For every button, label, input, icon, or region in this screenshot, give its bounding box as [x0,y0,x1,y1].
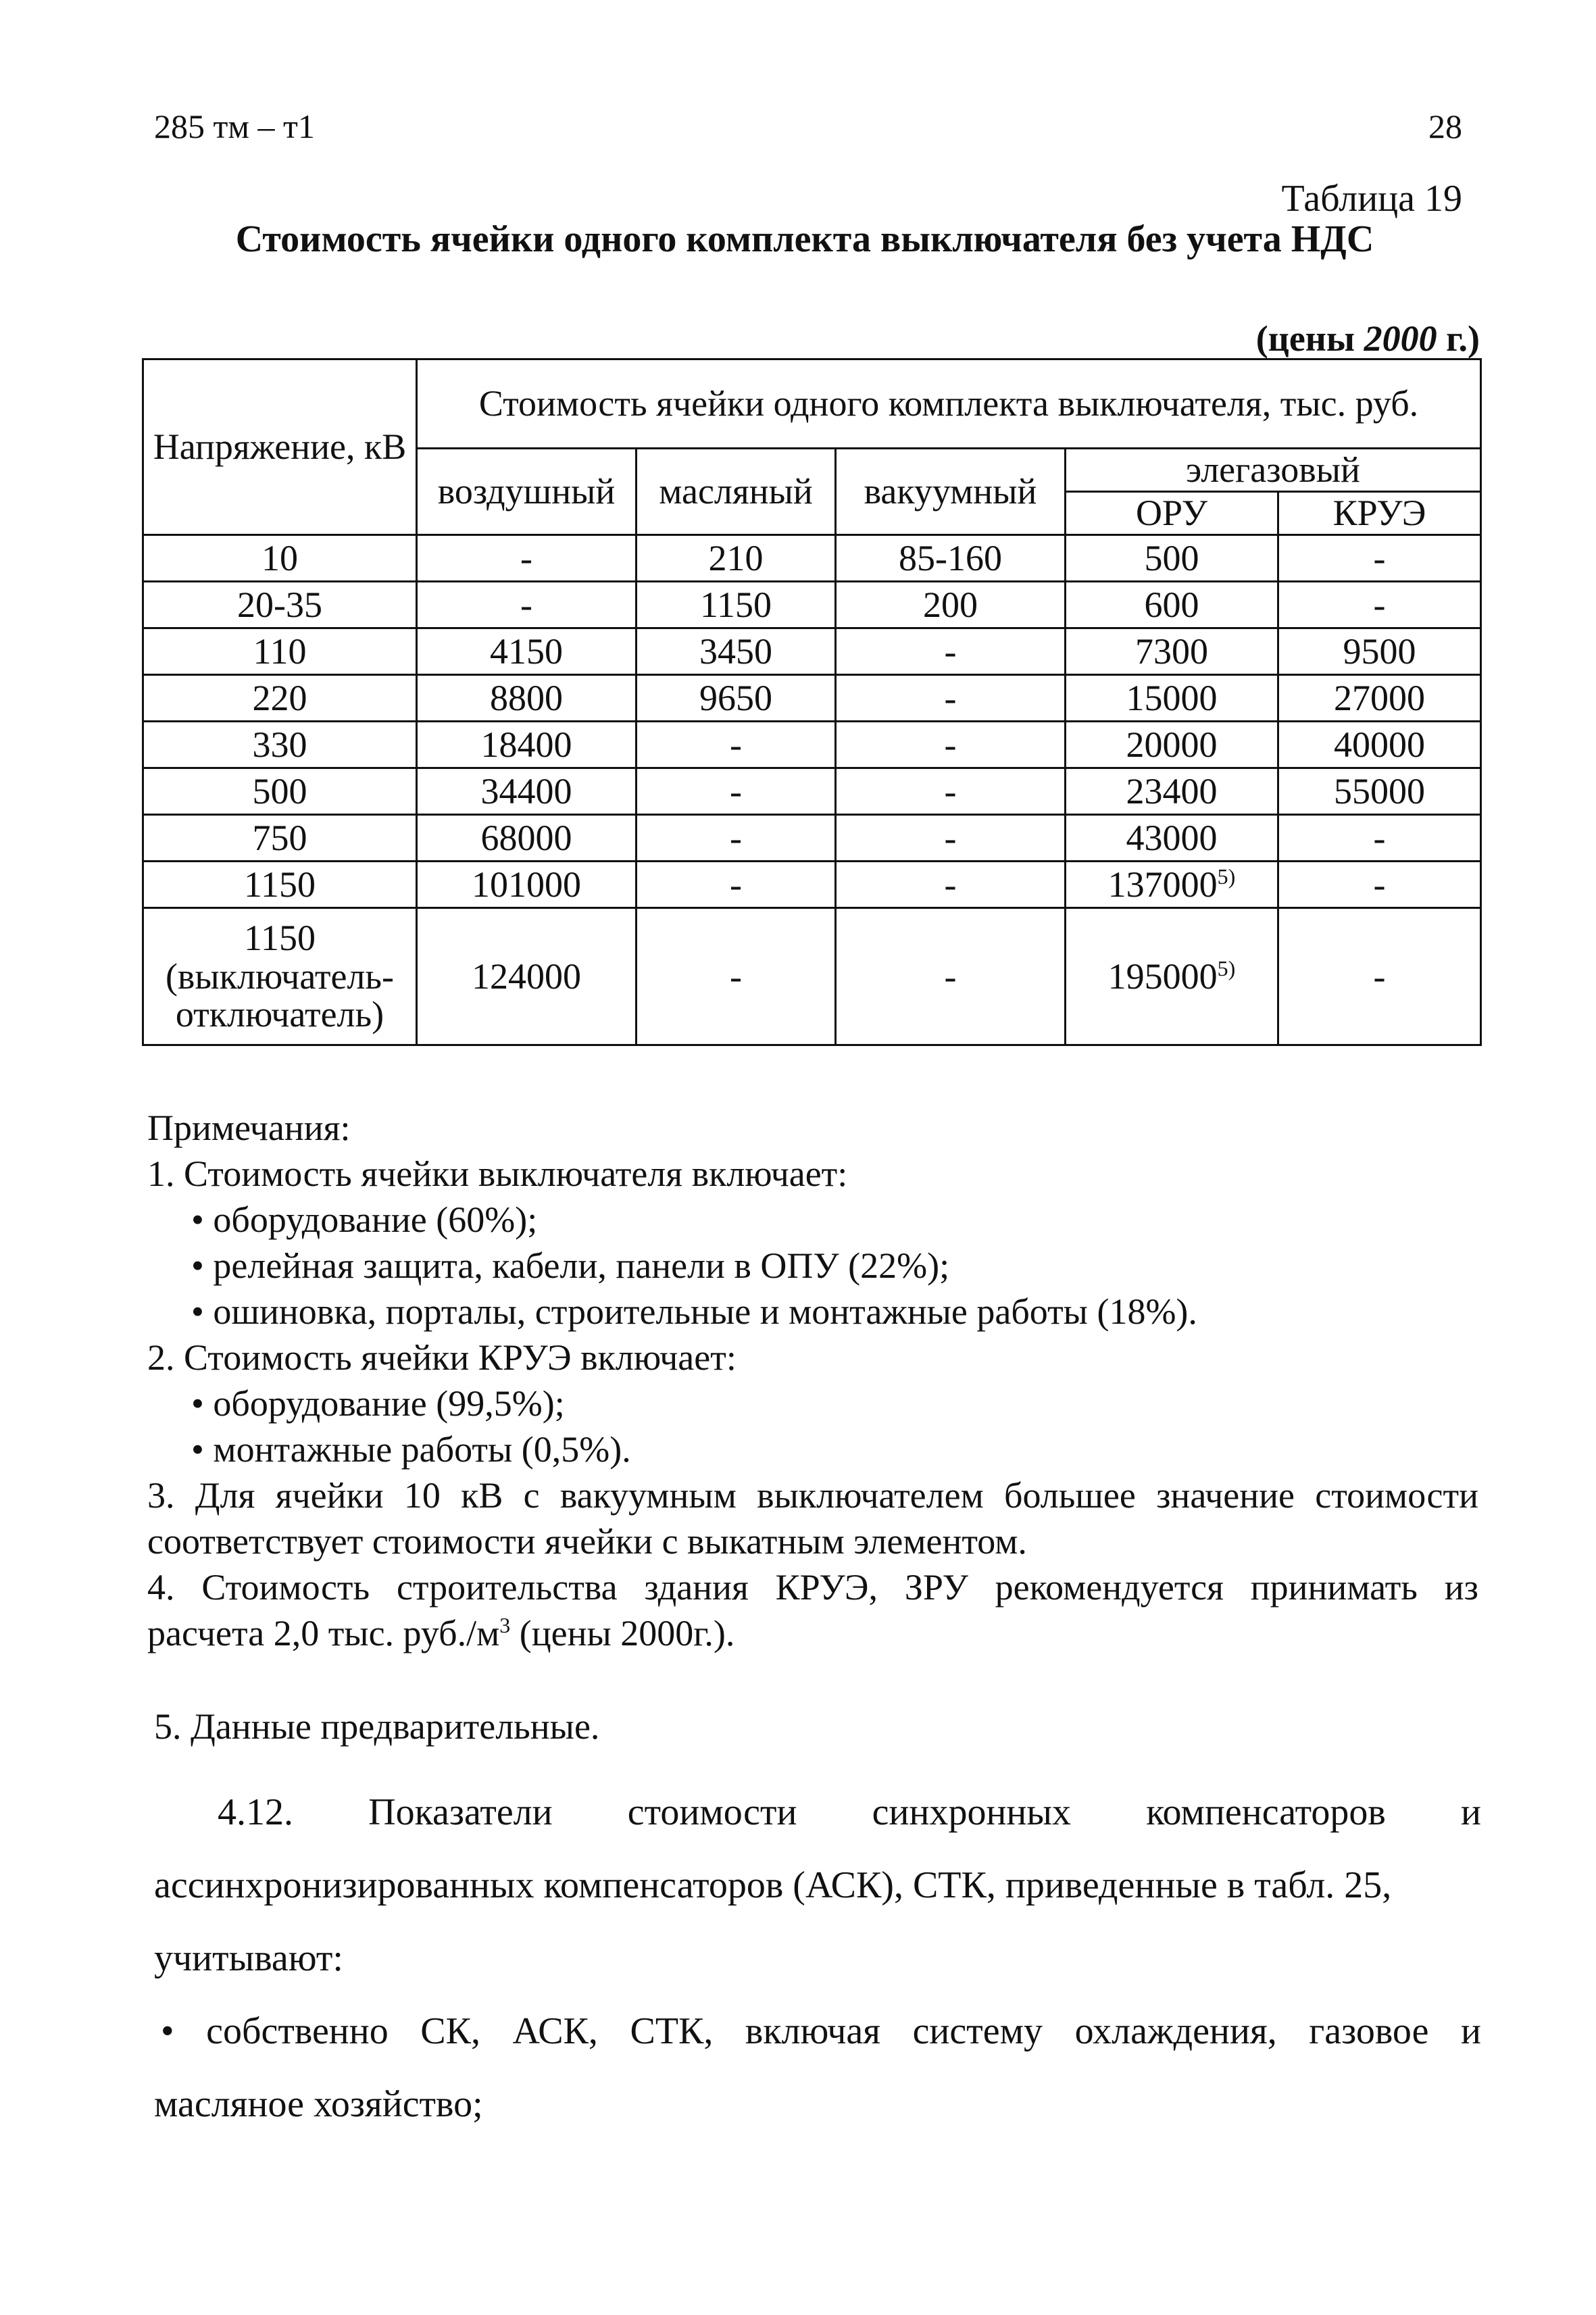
table-row [143,582,1481,628]
cell: 4150 [417,628,637,675]
cell: 210 [637,535,836,582]
cell: - [836,908,1066,1045]
prices-note: (цены 2000 г.) [1255,318,1480,359]
cell: 40000 [1278,722,1481,768]
table-row [143,815,1481,862]
bullet-line-2: масляное хозяйство; [154,2083,483,2125]
cell: - [1278,582,1481,628]
note-3-line-2: соответствует стоимости ячейки с выкатным элементом. [147,1521,1027,1562]
note-2-bullet: • оборудование (99,5%); [191,1383,565,1424]
cell: 7300 [1066,628,1278,675]
page-number: 28 [1428,107,1462,145]
paragraph-4-12-line-1: 4.12. Показатели стоимости синхронных компенсаторов и [218,1791,1481,1833]
bullet-line-1: • собственно СК, АСК, СТК, включая систему охлаждения, газовое и [161,2010,1481,2052]
cell: - [637,768,836,815]
table-row [143,862,1481,908]
cell: 3450 [637,628,836,675]
cell: 200 [836,582,1066,628]
cell: 195000$^{5)}$ [1066,908,1278,1045]
table-title: Стоимость ячейки одного комплекта выключателя без учета НДС [235,218,1374,260]
notes-heading: Примечания: [147,1107,351,1148]
cell: 68000 [417,815,637,862]
cell: 1150 [637,582,836,628]
cell: 85-160 [836,535,1066,582]
table-row [143,768,1481,815]
cell: - [1278,908,1481,1045]
cell: 600 [1066,582,1278,628]
cell: 101000 [417,862,637,908]
cell: - [836,768,1066,815]
header-air: воздушный [417,449,637,535]
cell: 330 [143,722,417,768]
footnote-mark: 5) [1217,955,1236,980]
cell: - [836,675,1066,722]
table-header-row [143,359,1481,449]
cell: 9650 [637,675,836,722]
cell: 137000$^{5)}$ [1066,862,1278,908]
note-1: 1. Стоимость ячейки выключателя включает: [147,1153,848,1194]
cell: 15000 [1066,675,1278,722]
cell: - [836,862,1066,908]
cell: - [1278,535,1481,582]
cell: 20-35 [143,582,417,628]
note-2-bullet: • монтажные работы (0,5%). [191,1429,631,1470]
table-row [143,535,1481,582]
note-1-bullet: • ошиновка, порталы, строительные и монтажные работы (18%). [191,1291,1197,1332]
cost-table [142,358,1482,1046]
cell: 43000 [1066,815,1278,862]
cell: 55000 [1278,768,1481,815]
cell: - [637,908,836,1045]
cell: - [417,582,637,628]
cell: 124000 [417,908,637,1045]
note-1-bullet: • релейная защита, кабели, панели в ОПУ (22%); [191,1245,950,1286]
cell: - [1278,862,1481,908]
note-4-line-2: расчета 2,0 тыс. $руб./м^3$ (цены 2000г.). [147,1613,735,1653]
header-vacuum: вакуумный [836,449,1066,535]
table-label: Таблица 19 [1281,178,1462,220]
cell: 500 [1066,535,1278,582]
cell: 110 [143,628,417,675]
cell: 23400 [1066,768,1278,815]
cell: - [637,862,836,908]
cell: - [836,815,1066,862]
cell: - [417,535,637,582]
cell: 20000 [1066,722,1278,768]
footnote-mark: 5) [1217,864,1236,889]
header-cost-group: Стоимость ячейки одного комплекта выключателя, тыс. руб. [417,359,1481,449]
table-row [143,722,1481,768]
table-row [143,628,1481,675]
cell: 1150 (выключатель-отключатель) [143,908,417,1045]
cell: 500 [143,768,417,815]
cell: 8800 [417,675,637,722]
note-1-bullet: • оборудование (60%); [191,1199,538,1240]
note-5: 5. Данные предварительные. [154,1706,600,1747]
cell: 10 [143,535,417,582]
header-kruz: КРУЭ [1278,492,1481,535]
cell: 18400 [417,722,637,768]
cell: 27000 [1278,675,1481,722]
cell: - [1278,815,1481,862]
cell: 750 [143,815,417,862]
note-3-line-1: 3. Для ячейки 10 кВ с вакуумным выключателем большее значение стоимости [147,1475,1478,1516]
header-voltage: Напряжение, кВ [143,359,417,535]
note-4-line-1: 4. Стоимость строительства здания КРУЭ, ЗРУ рекомендуется принимать из [147,1567,1478,1608]
cell: - [836,722,1066,768]
table-row [143,675,1481,722]
document-code: 285 тм – т1 [154,107,315,145]
cell: 220 [143,675,417,722]
paragraph-4-12-line-2: ассинхронизированных компенсаторов (АСК), СТК, приведенные в табл. 25, [154,1864,1392,1906]
cell: 1150 [143,862,417,908]
paragraph-4-12-line-3: учитывают: [154,1937,343,1979]
cell: 9500 [1278,628,1481,675]
header-oru: ОРУ [1066,492,1278,535]
cell: - [836,628,1066,675]
header-sf6: элегазовый [1066,449,1481,492]
cell: - [637,815,836,862]
cell: - [637,722,836,768]
header-oil: масляный [637,449,836,535]
table-row [143,908,1481,1045]
note-2: 2. Стоимость ячейки КРУЭ включает: [147,1337,737,1378]
cell: 34400 [417,768,637,815]
